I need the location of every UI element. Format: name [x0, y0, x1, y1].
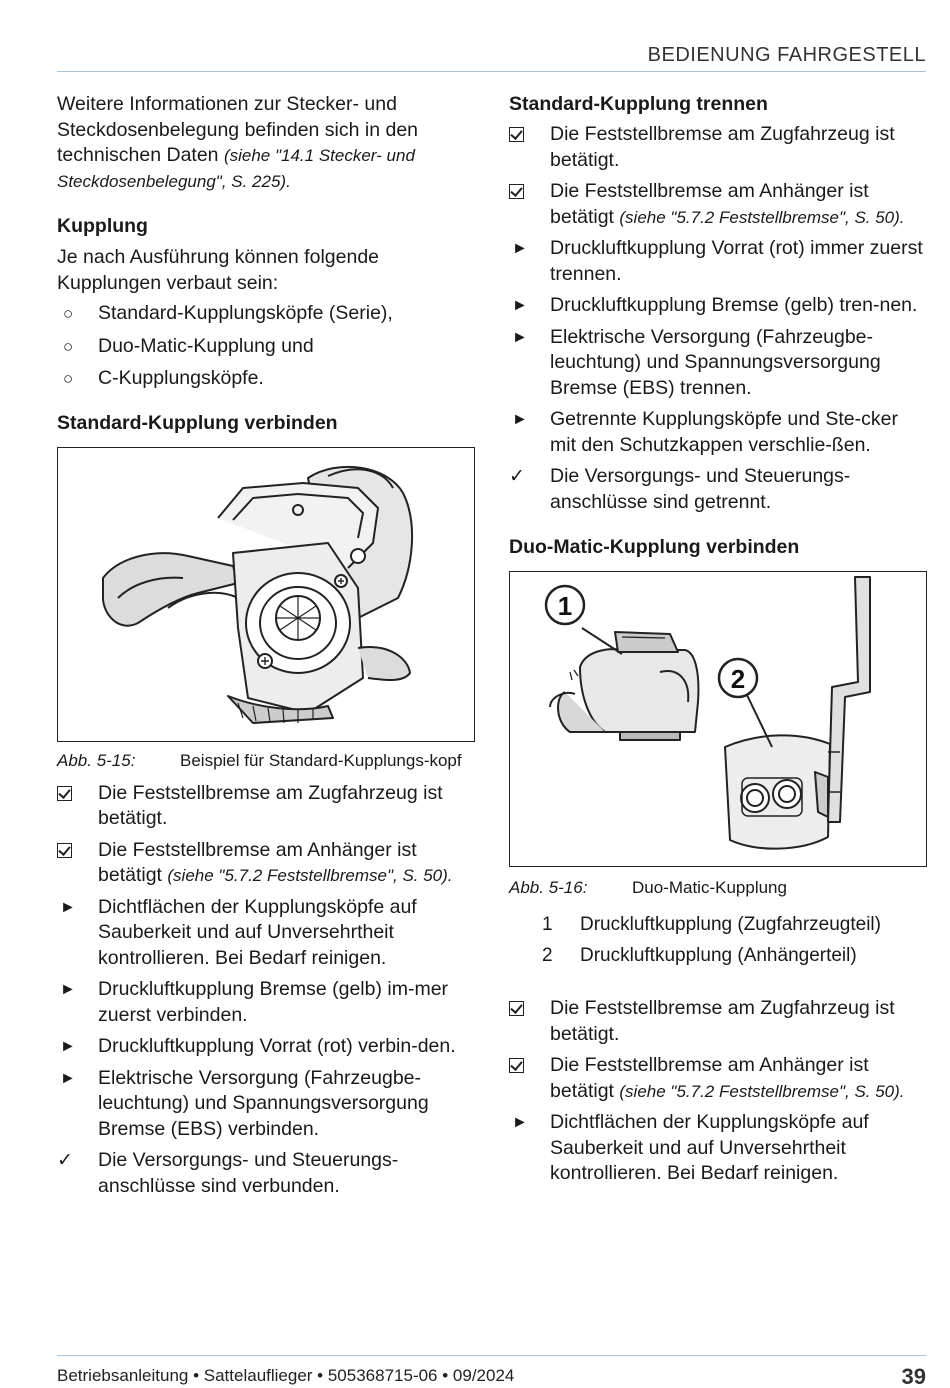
- running-header: BEDIENUNG FAHRGESTELL: [647, 44, 926, 66]
- legend-row: [509, 944, 929, 968]
- duo-matic-heading: Duo-Matic-Kupplung verbinden: [509, 536, 800, 558]
- legend-text: Druckluftkupplung (Anhängerteil): [580, 945, 857, 966]
- action-step: ► Druckluftkupplung Vorrat (rot) verbin-den.: [57, 1034, 477, 1060]
- figure-standard-coupling-head: [57, 447, 475, 742]
- coupling-head-illustration: [58, 448, 476, 743]
- footer-text: Betriebsanleitung • Sattelauflieger • 505368715-06 • 09/2024: [57, 1366, 515, 1385]
- verbinden-heading: Standard-Kupplung verbinden: [57, 411, 338, 434]
- intro-paragraph: [57, 92, 467, 194]
- action-step: ► Druckluftkupplung Bremse (gelb) tren-nen.: [509, 293, 929, 319]
- action-step: ► Druckluftkupplung Vorrat (rot) immer zuerst trennen.: [512, 237, 923, 285]
- checkbox-icon: [509, 179, 539, 205]
- list-item: ○ Standard-Kupplungsköpfe (Serie),: [57, 301, 477, 327]
- arrow-right-icon: ►: [512, 328, 528, 346]
- arrow-right-icon: ►: [60, 981, 76, 998]
- svg-text:2: 2: [730, 664, 746, 694]
- arrow-right-icon: ►: [60, 1069, 76, 1087]
- precondition-item: Die Feststellbremse am Anhänger ist betätigt (siehe "5.7.2 Feststellbremse", S. 50).: [509, 1053, 929, 1104]
- action-step: ► Elektrische Versorgung (Fahrzeugbe-leuchtung) und Spannungsversorgung Bremse (EBS) verbinden.: [60, 1066, 429, 1140]
- precondition-item: Die Feststellbremse am Zugfahrzeug ist betätigt.: [57, 781, 477, 832]
- kupplung-text: Je nach Ausführung können folgende Kupplungen verbaut sein:: [57, 246, 380, 294]
- footer-rule: [57, 1355, 926, 1356]
- legend-number: 2: [542, 945, 553, 966]
- figure-duo-matic-coupling: [509, 571, 927, 867]
- circle-bullet-icon: ○: [63, 369, 74, 388]
- legend-row: [509, 913, 929, 937]
- figure-caption: [509, 877, 929, 898]
- arrow-right-icon: ►: [512, 411, 528, 428]
- intro-text: Weitere Informationen zur Stecker- und Steckdosenbelegung befinden sich in den technischen Daten: [57, 93, 419, 166]
- figure-legend: [509, 913, 929, 968]
- action-step: ► Getrennte Kupplungsköpfe und Ste-cker mit den Schutzkappen verschlie-ßen.: [512, 408, 898, 456]
- legend-text: Druckluftkupplung (Zugfahrzeugteil): [580, 914, 881, 935]
- figure-label: Abb. 5-16:: [509, 878, 588, 897]
- checkbox-icon: [509, 1053, 539, 1079]
- arrow-right-icon: ►: [60, 1038, 76, 1055]
- duo-matic-illustration: [510, 572, 928, 868]
- circle-bullet-icon: ○: [63, 304, 74, 323]
- circle-bullet-icon: ○: [63, 336, 74, 356]
- right-column: [509, 92, 929, 1187]
- figure-caption-text: Beispiel für Standard-Kupplungs-kopf: [180, 750, 462, 770]
- arrow-right-icon: ►: [512, 240, 528, 257]
- kupplung-heading: Kupplung: [57, 215, 148, 237]
- header-rule: [57, 71, 926, 72]
- checkbox-icon: [509, 122, 539, 148]
- figure-caption-text: Duo-Matic-Kupplung: [632, 878, 787, 897]
- checkmark-icon: ✓: [57, 1150, 73, 1171]
- checkmark-icon: ✓: [509, 466, 525, 487]
- intro-reference: (siehe "14.1 Stecker- und Steckdosenbelegung", S. 225).: [57, 146, 415, 191]
- checkbox-icon: [509, 996, 539, 1022]
- action-step: ► Dichtflächen der Kupplungsköpfe auf Sauberkeit und auf Unversehrtheit kontrollieren. Bei Bedarf reinigen.: [60, 895, 417, 969]
- action-step: ► Druckluftkupplung Bremse (gelb) im-mer zuerst verbinden.: [60, 978, 449, 1026]
- figure-label: Abb. 5-15:: [57, 750, 136, 770]
- result-item: ✓ Die Versorgungs- und Steuerungs-anschlüsse sind verbunden.: [57, 1149, 399, 1197]
- page-number: 39: [901, 1364, 926, 1388]
- checkbox-icon: [57, 838, 87, 864]
- list-item: ○ Duo-Matic-Kupplung und: [57, 334, 477, 360]
- figure-caption: [57, 750, 477, 771]
- list-item: ○ C-Kupplungsköpfe.: [57, 366, 477, 392]
- result-item: ✓ Die Versorgungs- und Steuerungs-anschlüsse sind getrennt.: [509, 465, 851, 513]
- arrow-right-icon: ►: [60, 898, 76, 916]
- action-step: ► Dichtflächen der Kupplungsköpfe auf Sauberkeit und auf Unversehrtheit kontrollieren. Bei Bedarf reinigen.: [512, 1111, 869, 1184]
- callout-1: [546, 586, 584, 624]
- svg-text:1: 1: [557, 591, 573, 621]
- arrow-right-icon: ►: [512, 297, 528, 314]
- kupplung-list: [57, 301, 477, 392]
- precondition-item: Die Feststellbremse am Zugfahrzeug ist betätigt.: [509, 996, 929, 1047]
- action-step: ► Elektrische Versorgung (Fahrzeugbe-leuchtung) und Spannungsversorgung Bremse (EBS) trennen.: [512, 325, 881, 399]
- trennen-heading: Standard-Kupplung trennen: [509, 93, 768, 115]
- trennen-steps: [509, 122, 929, 515]
- callout-2: [719, 659, 757, 697]
- precondition-item: Die Feststellbremse am Anhänger ist betätigt (siehe "5.7.2 Feststellbremse", S. 50).: [509, 179, 929, 230]
- arrow-right-icon: ►: [512, 1114, 528, 1131]
- checkbox-icon: [57, 781, 87, 807]
- precondition-item: Die Feststellbremse am Zugfahrzeug ist betätigt.: [509, 122, 929, 173]
- legend-number: 1: [542, 914, 553, 935]
- verbinden-steps: [57, 781, 477, 1200]
- duo-matic-steps: [509, 996, 929, 1187]
- precondition-item: Die Feststellbremse am Anhänger ist betätigt (siehe "5.7.2 Feststellbremse", S. 50).: [57, 838, 477, 889]
- left-column: [57, 92, 477, 1199]
